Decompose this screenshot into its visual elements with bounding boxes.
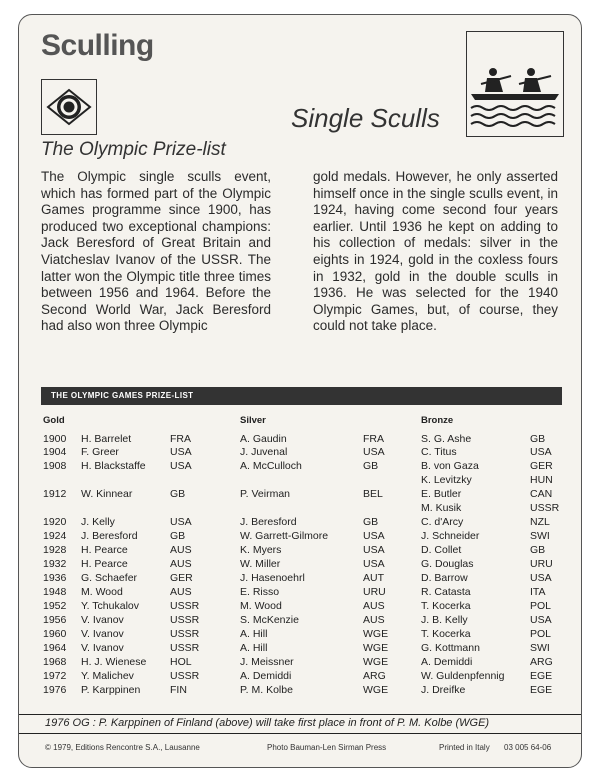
gold-name-cell: G. Schaefer: [81, 572, 138, 584]
target-eye-icon: [41, 79, 97, 135]
gold-name-cell: Y. Malichev: [81, 670, 134, 682]
bronze-country-cell: EGE: [530, 670, 553, 682]
photo-credit: Photo Bauman-Len Sirman Press: [267, 743, 387, 752]
bronze-name-cell: G. Douglas: [421, 558, 474, 570]
table-row: [19, 572, 581, 585]
intro-text-column-2: gold medals. However, he only asserted himself once in the single sculls event, in 1924, having come second four years earlier. Until 1936 he kept on adding to his collection of medals: silver in the eights in 1924, gold in the coxless fours in 1932, gold in the double sculls in 1936. He was selected for the 1940 Olympic Games, but, of course, they could not take place.: [313, 169, 558, 334]
bronze-country-cell: GB: [530, 433, 546, 445]
year-cell: 1948: [43, 586, 67, 598]
bronze-country-cell: GER: [530, 460, 553, 472]
bronze-name-cell: D. Collet: [421, 544, 462, 556]
bronze-name-cell: M. Kusik: [421, 502, 462, 514]
table-row: [19, 628, 581, 641]
table-row: [19, 530, 581, 543]
silver-name-cell: E. Risso: [240, 586, 280, 598]
silver-country-cell: WGE: [363, 642, 389, 654]
year-cell: 1936: [43, 572, 67, 584]
bronze-country-cell: CAN: [530, 488, 553, 500]
year-cell: 1976: [43, 684, 67, 696]
bronze-country-cell: GB: [530, 544, 546, 556]
table-row: [19, 502, 581, 515]
gold-country-cell: USSR: [170, 642, 200, 654]
bronze-name-cell: E. Butler: [421, 488, 462, 500]
year-cell: 1900: [43, 433, 67, 445]
gold-country-cell: USA: [170, 446, 192, 458]
gold-country-cell: USSR: [170, 670, 200, 682]
silver-country-cell: URU: [363, 586, 386, 598]
sport-card: [18, 14, 582, 768]
year-cell: 1968: [43, 656, 67, 668]
bronze-name-cell: A. Demiddi: [421, 656, 473, 668]
gold-country-cell: USSR: [170, 600, 200, 612]
table-row: [19, 614, 581, 627]
silver-name-cell: K. Myers: [240, 544, 282, 556]
silver-name-cell: W. Garrett-Gilmore: [240, 530, 329, 542]
silver-country-cell: AUS: [363, 600, 385, 612]
year-cell: 1964: [43, 642, 67, 654]
silver-country-cell: BEL: [363, 488, 383, 500]
year-cell: 1920: [43, 516, 67, 528]
silver-name-cell: M. Wood: [240, 600, 282, 612]
bronze-name-cell: R. Catasta: [421, 586, 471, 598]
year-cell: 1960: [43, 628, 67, 640]
silver-name-cell: P. M. Kolbe: [240, 684, 293, 696]
table-row: [19, 474, 581, 487]
bronze-country-cell: POL: [530, 628, 552, 640]
silver-country-cell: WGE: [363, 628, 389, 640]
gold-country-cell: USSR: [170, 614, 200, 626]
bronze-country-cell: HUN: [530, 474, 553, 486]
gold-name-cell: H. J. Wienese: [81, 656, 147, 668]
footnote: 1976 OG : P. Karppinen of Finland (above) will take first place in front of P. M. Kolbe (WGE): [45, 717, 490, 729]
silver-country-cell: GB: [363, 516, 379, 528]
silver-name-cell: A. McCulloch: [240, 460, 302, 472]
table-row: [19, 446, 581, 459]
gold-country-cell: GB: [170, 530, 186, 542]
bronze-country-cell: USA: [530, 572, 552, 584]
silver-column-header: Silver: [240, 415, 266, 426]
table-row: [19, 642, 581, 655]
bronze-name-cell: D. Barrow: [421, 572, 468, 584]
section-heading: The Olympic Prize-list: [41, 139, 226, 160]
silver-country-cell: WGE: [363, 684, 389, 696]
year-cell: 1924: [43, 530, 67, 542]
gold-country-cell: GER: [170, 572, 193, 584]
year-cell: 1908: [43, 460, 67, 472]
silver-name-cell: W. Miller: [240, 558, 281, 570]
silver-country-cell: USA: [363, 446, 385, 458]
silver-country-cell: ARG: [363, 670, 386, 682]
bronze-name-cell: C. d'Arcy: [421, 516, 464, 528]
bronze-name-cell: T. Kocerka: [421, 600, 471, 612]
silver-name-cell: J. Juvenal: [240, 446, 288, 458]
silver-country-cell: AUS: [363, 614, 385, 626]
gold-name-cell: W. Kinnear: [81, 488, 133, 500]
table-row: [19, 516, 581, 529]
silver-name-cell: J. Beresford: [240, 516, 297, 528]
silver-country-cell: USA: [363, 530, 385, 542]
bronze-country-cell: EGE: [530, 684, 553, 696]
gold-name-cell: J. Beresford: [81, 530, 138, 542]
year-cell: 1932: [43, 558, 67, 570]
gold-name-cell: P. Karppinen: [81, 684, 141, 696]
silver-name-cell: J. Meissner: [240, 656, 294, 668]
bronze-name-cell: T. Kocerka: [421, 628, 471, 640]
gold-column-header: Gold: [43, 415, 65, 426]
card-title: Sculling: [41, 29, 154, 62]
intro-text-column-1: The Olympic single sculls event, which has formed part of the Olympic Games programme since 1900, has produced two exceptional champions: Jack Beresford of Great Britain and Viatcheslav Ivanov of the USSR. The latter won the Olympic title three times between 1956 and 1964. Before the Second World War, Jack Beresford had also won three Olympic: [41, 169, 271, 334]
gold-country-cell: AUS: [170, 586, 192, 598]
bronze-name-cell: J. Dreifke: [421, 684, 466, 696]
gold-country-cell: AUS: [170, 558, 192, 570]
gold-name-cell: J. Kelly: [81, 516, 115, 528]
bronze-country-cell: NZL: [530, 516, 550, 528]
gold-country-cell: FRA: [170, 433, 191, 445]
gold-name-cell: V. Ivanov: [81, 628, 124, 640]
bronze-country-cell: URU: [530, 558, 553, 570]
divider: [19, 714, 581, 715]
bronze-country-cell: USA: [530, 614, 552, 626]
bronze-name-cell: J. Schneider: [421, 530, 480, 542]
gold-name-cell: H. Barrelet: [81, 433, 132, 445]
gold-country-cell: USSR: [170, 628, 200, 640]
bronze-country-cell: SWI: [530, 530, 550, 542]
table-row: [19, 600, 581, 613]
rowers-icon: [466, 31, 564, 137]
silver-country-cell: GB: [363, 460, 379, 472]
bronze-column-header: Bronze: [421, 415, 454, 426]
bronze-country-cell: SWI: [530, 642, 550, 654]
table-row: [19, 558, 581, 571]
silver-name-cell: A. Gaudin: [240, 433, 287, 445]
prize-list-banner: THE OLYMPIC GAMES PRIZE-LIST: [41, 387, 562, 405]
gold-name-cell: H. Pearce: [81, 558, 128, 570]
silver-name-cell: A. Hill: [240, 642, 268, 654]
gold-name-cell: H. Pearce: [81, 544, 128, 556]
bronze-country-cell: USSR: [530, 502, 560, 514]
gold-country-cell: USA: [170, 516, 192, 528]
gold-name-cell: M. Wood: [81, 586, 123, 598]
year-cell: 1912: [43, 488, 67, 500]
bronze-country-cell: ITA: [530, 586, 546, 598]
silver-country-cell: AUT: [363, 572, 384, 584]
card-code: 03 005 64-06: [504, 743, 552, 752]
gold-country-cell: AUS: [170, 544, 192, 556]
table-row: [19, 544, 581, 557]
printed-in: Printed in Italy: [439, 743, 490, 752]
bronze-country-cell: POL: [530, 600, 552, 612]
year-cell: 1956: [43, 614, 67, 626]
silver-name-cell: S. McKenzie: [240, 614, 299, 626]
year-cell: 1952: [43, 600, 67, 612]
silver-country-cell: USA: [363, 544, 385, 556]
table-row: [19, 656, 581, 669]
silver-name-cell: A. Hill: [240, 628, 268, 640]
silver-name-cell: J. Hasenoehrl: [240, 572, 305, 584]
gold-country-cell: FIN: [170, 684, 187, 696]
table-row: [19, 460, 581, 473]
bronze-name-cell: W. Guldenpfennig: [421, 670, 505, 682]
bronze-name-cell: B. von Gaza: [421, 460, 479, 472]
bronze-country-cell: ARG: [530, 656, 553, 668]
bronze-name-cell: G. Kottmann: [421, 642, 480, 654]
divider: [19, 733, 581, 734]
bronze-name-cell: C. Titus: [421, 446, 457, 458]
gold-country-cell: HOL: [170, 656, 192, 668]
silver-country-cell: USA: [363, 558, 385, 570]
gold-name-cell: Y. Tchukalov: [81, 600, 139, 612]
gold-name-cell: H. Blackstaffe: [81, 460, 146, 472]
year-cell: 1972: [43, 670, 67, 682]
silver-country-cell: WGE: [363, 656, 389, 668]
silver-name-cell: A. Demiddi: [240, 670, 292, 682]
gold-name-cell: V. Ivanov: [81, 614, 124, 626]
bronze-name-cell: J. B. Kelly: [421, 614, 468, 626]
year-cell: 1904: [43, 446, 67, 458]
year-cell: 1928: [43, 544, 67, 556]
gold-name-cell: V. Ivanov: [81, 642, 124, 654]
bronze-name-cell: S. G. Ashe: [421, 433, 472, 445]
gold-country-cell: GB: [170, 488, 186, 500]
table-row: [19, 670, 581, 683]
table-row: [19, 586, 581, 599]
bronze-name-cell: K. Levitzky: [421, 474, 472, 486]
event-subtitle: Single Sculls: [291, 103, 440, 133]
table-row: [19, 433, 581, 446]
table-row: [19, 488, 581, 501]
silver-name-cell: P. Veirman: [240, 488, 291, 500]
silver-country-cell: FRA: [363, 433, 384, 445]
gold-name-cell: F. Greer: [81, 446, 119, 458]
gold-country-cell: USA: [170, 460, 192, 472]
copyright-text: © 1979, Editions Rencontre S.A., Lausanne: [45, 743, 200, 752]
bronze-country-cell: USA: [530, 446, 552, 458]
table-row: [19, 684, 581, 697]
